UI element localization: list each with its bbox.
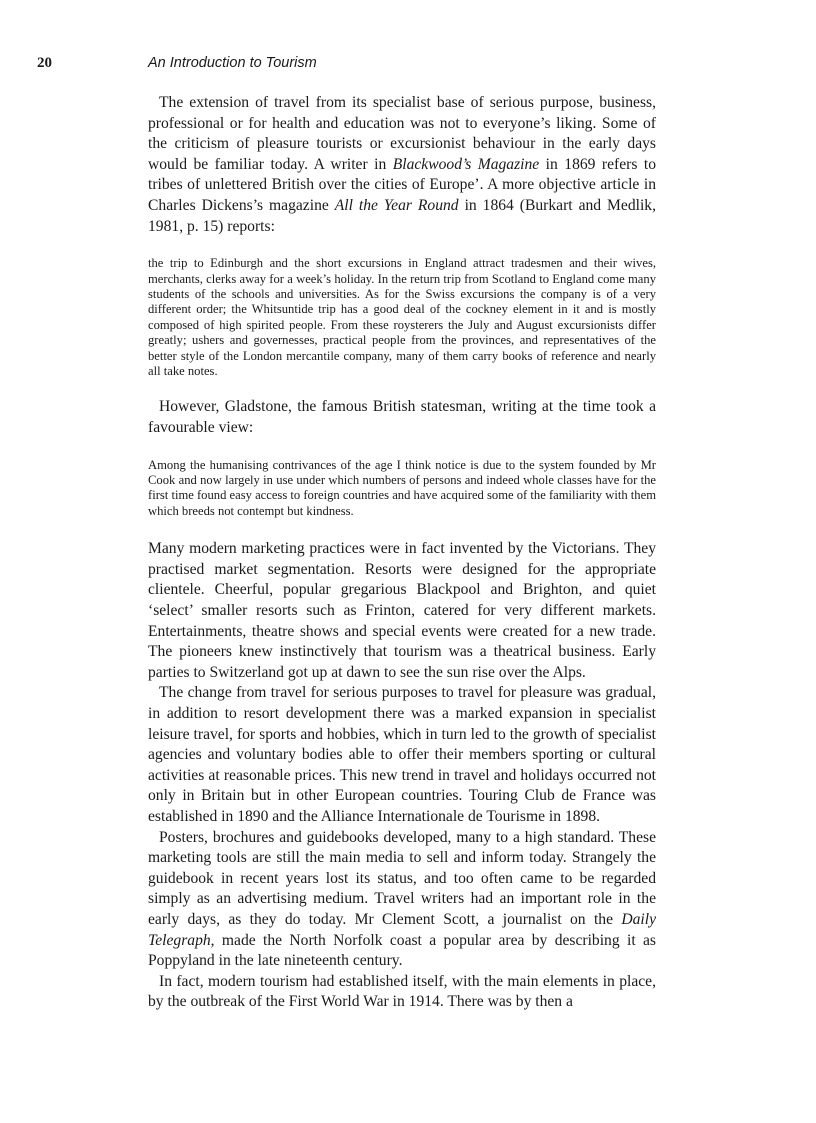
paragraph-1-emphasis-b: All the Year Round bbox=[334, 196, 459, 214]
paragraph-3: Many modern marketing practices were in fact invented by the Victorians. They practised market segmentation. Resorts were designed for the appropriate clientele. Cheerful, popular gregarious Blackpool and Brighton, and quiet ‘select’ smaller resorts such as Frinton, catered for very different markets. Entertainments, theatre shows and special events were created for a new trade. The pioneers knew instinctively that tourism was a theatrical business. Early parties to Switzerland got up at dawn to see the sun rise over the Alps. bbox=[148, 540, 656, 681]
page-number: 20 bbox=[37, 55, 52, 71]
paragraph-1 bbox=[148, 93, 656, 237]
paragraph-5-emphasis: Daily Telegraph bbox=[148, 910, 656, 949]
paragraph-5 bbox=[148, 828, 656, 972]
paragraph-1-emphasis-a: Blackwood’s Magazine bbox=[392, 155, 540, 173]
paragraph-1-text-b: in 1869 refers to tribes of unlettered British over the cities of Europe’. A more objective article in Charles Dickens’s magazine bbox=[148, 155, 656, 214]
paragraph-1-text-c: in 1864 (Burkart and Medlik, 1981, p. 15) reports: bbox=[148, 196, 656, 235]
paragraph-6: In fact, modern tourism had established itself, with the main elements in place, by the outbreak of the First World War in 1914. There was by then a bbox=[148, 972, 656, 1011]
paragraph-1-text-a: The extension of travel from its specialist base of serious purpose, business, professional or for health and education was not to everyone’s liking. Some of the criticism of pleasure tourists or excursionist behaviour in the early days would be familiar today. A writer in bbox=[148, 94, 656, 173]
page-header bbox=[0, 53, 816, 77]
paragraph-5-text-b: , made the North Norfolk coast a popular area by describing it as Poppyland in the late nineteenth century. bbox=[148, 931, 656, 970]
page-body bbox=[148, 93, 656, 1013]
paragraph-4: The change from travel for serious purposes to travel for pleasure was gradual, in addition to resort development there was a marked expansion in specialist leisure travel, for sports and hobbies, which in turn led to the growth of specialist agencies and voluntary bodies able to offer their members sporting or cultural activities at reasonable prices. This new trend in travel and holidays occurred not only in Britain but in other European countries. Touring Club de France was established in 1890 and the Alliance Internationale de Tourisme in 1898. bbox=[148, 684, 656, 825]
block-quote-2: Among the humanising contrivances of the age I think notice is due to the system founded by Mr Cook and now largely in use under which numbers of persons and indeed whole classes have for the first time found easy access to foreign countries and have acquired some of the familiarity with them which breeds not contempt but kindness. bbox=[148, 457, 656, 518]
paragraph-5-text-a: Posters, brochures and guidebooks developed, many to a high standard. These marketing tools are still the main media to sell and inform today. Strangely the guidebook in recent years lost its status, and too often came to be regarded simply as an advertising medium. Travel writers had an important role in the early days, as they do today. Mr Clement Scott, a journalist on the bbox=[148, 828, 656, 928]
running-head: An Introduction to Tourism bbox=[148, 55, 317, 71]
block-quote-1: the trip to Edinburgh and the short excursions in England attract tradesmen and their wives, merchants, clerks away for a week’s holiday. In the return trip from Scotland to England come many students of the schools and universities. As for the Swiss excursions the company is of a very different order; the Whitsuntide trip has a good deal of the cockney element in it and is mostly composed of high spirited people. From these roysterers the July and August excursionists differ greatly; ushers and governesses, practical people from the provinces, and representatives of the better style of the London mercantile company, many of them carry books of reference and nearly all take notes. bbox=[148, 256, 656, 378]
paragraph-2: However, Gladstone, the famous British statesman, writing at the time took a favourable view: bbox=[148, 398, 656, 436]
